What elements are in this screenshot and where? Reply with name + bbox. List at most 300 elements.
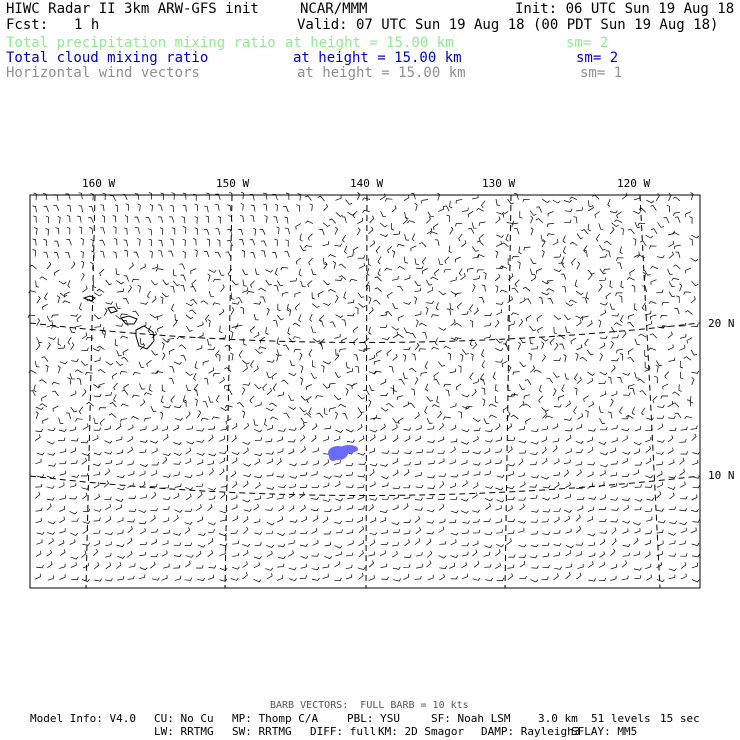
wind-barb [140,568,148,570]
wind-barb [673,265,680,269]
wind-barb [300,505,305,511]
wind-barb [35,492,40,499]
wind-barb [392,542,398,546]
wind-barb [530,495,537,499]
wind-barb [71,577,78,580]
lon-label-120w: 120 W [617,177,651,190]
wind-barb [564,315,570,320]
wind-barb [518,342,521,350]
wind-barb [220,551,226,556]
wind-barb [89,206,94,212]
wind-barb [461,240,466,247]
wind-barb [54,195,58,201]
wind-barb [612,223,619,227]
wind-barb [462,471,468,475]
wind-barb [204,251,209,257]
wind-barb [267,388,272,395]
wind-barb [197,578,204,581]
wind-barb [124,250,128,257]
wind-barb [99,383,105,388]
wind-barb [335,278,342,281]
wind-barb [634,575,641,578]
wind-barb [663,384,668,390]
wind-barb [416,564,422,568]
wind-barb [344,292,346,299]
wind-barb [347,253,353,257]
wind-barb [541,342,543,350]
wind-barb [254,519,260,523]
wind-barb [217,240,220,247]
wind-barb [263,204,267,211]
wind-barb [495,449,501,453]
wind-barb [489,404,497,407]
wind-barb [646,458,651,464]
wind-barb [272,373,277,379]
wind-barb [692,281,699,286]
wind-barb [213,373,220,376]
wind-barb [669,292,675,297]
wind-barb [616,293,623,296]
wind-barb [415,508,422,511]
wind-barb [334,521,341,524]
wind-barb [496,437,502,442]
wind-barb [117,475,124,478]
wind-barb [93,472,100,476]
wind-barb [93,549,97,556]
wind-barb [514,229,519,235]
wind-barb [215,204,219,210]
wind-barb [298,193,301,200]
wind-barb [415,472,421,476]
wind-barb-field [28,192,700,582]
wind-barb [439,458,445,463]
wind-barb [128,576,135,580]
wind-barb [622,474,629,477]
wind-barb [508,554,515,557]
wind-barb [82,458,87,464]
wind-barb [185,509,192,512]
wind-barb [150,204,153,211]
wind-barb [83,543,90,546]
wind-barb [243,365,248,372]
wind-barb [254,366,259,373]
wind-barb [43,252,48,258]
wind-barb [679,439,686,442]
wind-barb [305,221,313,224]
wind-barb [243,383,250,386]
wind-barb [59,495,65,499]
wind-barb [451,576,458,579]
wind-barb [542,498,549,500]
wind-barb [134,217,139,223]
wind-barb [427,287,432,293]
wind-barb [610,227,614,234]
wind-barb [71,438,78,441]
wind-barb [282,292,288,296]
wind-barb [542,199,549,202]
wind-barb [277,448,283,453]
wind-barb [404,555,411,558]
wind-barb [206,216,209,223]
cloud-blob [328,445,358,461]
wind-barb [508,519,515,522]
wind-barb [447,215,450,222]
wind-barb [462,574,468,579]
wind-barb [225,405,232,408]
wind-barb [538,327,543,333]
wind-barb [175,484,181,488]
wind-barb [150,441,158,443]
wind-barb [562,384,565,392]
wind-barb [227,241,233,247]
wind-barb [120,372,127,375]
wind-barb [342,320,346,326]
wind-barb [123,349,128,355]
wind-barb [668,401,673,407]
wind-barb [313,540,319,545]
wind-barb [473,284,476,292]
wind-barb [427,509,435,512]
wind-barb [495,563,500,569]
wind-barb [162,485,169,488]
wind-barb [335,372,341,377]
wind-barb [489,415,497,418]
wind-barb [355,307,358,314]
wind-barb [554,358,561,361]
wind-barb [267,494,273,498]
wind-barb [669,507,676,510]
wind-barb [554,254,561,257]
wind-barb [623,452,631,455]
wind-barb [473,482,478,488]
wind-barb [531,510,538,513]
wind-barb [105,504,110,510]
wind-barb [369,504,374,511]
wind-barb [575,280,578,287]
wind-barb [359,436,364,442]
wind-barb [267,459,273,464]
wind-barb [133,373,140,376]
wind-barb [600,470,605,476]
wind-barb [675,252,680,258]
wind-barb [599,442,607,444]
wind-barb [232,567,240,569]
wind-barb [422,333,427,339]
wind-barb [285,240,288,247]
wind-barb [554,508,561,511]
wind-barb [35,484,42,487]
wind-barb [497,212,505,214]
wind-barb [36,343,40,350]
wind-barb [97,346,104,350]
wind-barb [495,460,501,464]
wind-barb [370,498,377,501]
wind-barb [633,211,641,214]
wind-barb [385,199,392,202]
wind-barb [496,199,500,205]
wind-barb [507,538,512,545]
wind-barb [668,241,673,247]
wind-barb [403,485,410,488]
wind-barb [622,416,629,419]
wind-barb [48,337,56,339]
wind-barb [403,372,407,378]
wind-barb [57,296,59,303]
wind-barb [588,447,593,453]
wind-barb [346,553,353,556]
wind-barb [380,517,386,522]
wind-barb [70,539,75,545]
wind-barb [104,497,111,500]
wind-barb [474,471,480,475]
wind-barb [335,295,338,303]
field-precip-height: at height = 15.00 km [285,35,454,51]
wind-barb [170,239,173,246]
wind-barb [622,498,629,501]
wind-barb [531,475,538,478]
wind-barb [128,471,134,476]
wind-barb [689,217,692,224]
wind-barb [117,350,122,356]
wind-barb [168,251,173,257]
wind-barb [620,246,623,254]
wind-barb [519,576,526,579]
wind-barb [646,200,654,203]
wind-barb [576,526,580,533]
wind-barb [456,223,463,226]
wind-barb [300,575,307,578]
wind-barb [213,303,220,306]
wind-barb [276,354,279,362]
wind-barb [577,470,582,476]
wind-barb [691,258,698,261]
wind-barb [289,567,296,569]
wind-barb [378,268,380,275]
island-maui [121,316,137,324]
wind-barb [470,320,473,327]
wind-barb [541,426,547,430]
wind-barb [520,561,525,567]
wind-barb [221,285,225,292]
wind-barb [266,452,273,455]
wind-barb [216,350,220,357]
wind-barb [422,268,427,274]
wind-barb [125,216,128,223]
wind-barb [565,326,570,332]
wind-barb [600,539,605,545]
wind-barb [34,385,37,392]
wind-barb [231,578,239,580]
wind-barb [482,361,485,369]
wind-barb [649,246,656,249]
wind-barb [508,447,513,454]
wind-barb [231,530,238,533]
wind-barb [59,429,66,432]
wind-barb [358,453,366,455]
wind-barb [482,399,485,406]
wind-barb [150,484,157,487]
wind-barb [667,205,670,212]
wind-barb [565,494,571,499]
wind-barb [405,436,410,442]
wind-barb [278,485,285,488]
wind-barb [201,301,208,305]
wind-barb [162,551,167,557]
wind-barb [369,297,371,305]
wind-barb [541,337,548,341]
wind-barb [431,315,438,318]
wind-barb [357,411,361,418]
wind-barb [495,384,498,391]
wind-barb [144,393,152,395]
wind-barb [220,469,225,476]
wind-barb [531,531,538,534]
wind-barb [472,550,477,557]
wind-barb [115,339,118,346]
wind-barb [451,291,458,294]
wind-barb [409,368,416,372]
wind-barb [439,541,446,544]
wind-barb [192,280,197,287]
wind-barb [77,315,81,322]
wind-barb [116,461,122,465]
wind-barb [190,287,196,292]
wind-barb [530,580,538,582]
wind-barb [290,360,295,366]
wind-barb [495,251,497,258]
wind-barb [277,533,285,535]
wind-barb [43,419,49,424]
wind-barb [612,438,618,443]
wind-barb [610,399,613,407]
field-cloud-name: Total cloud mixing ratio [6,50,209,66]
wind-barb [426,449,433,452]
wind-barb [566,401,571,407]
wind-barb [656,452,664,455]
wind-barb [485,429,492,432]
wind-barb [94,518,101,522]
wind-barb [576,573,581,579]
wind-barb [650,334,657,338]
wind-barb [195,399,198,406]
wind-barb [541,407,548,411]
wind-barb [121,419,128,423]
wind-barb [286,193,289,200]
wind-barb [277,475,284,478]
wind-barb [425,361,428,369]
wind-barb [301,556,309,558]
wind-barb [52,382,60,384]
wind-barb [588,472,594,477]
wind-barb [431,277,439,280]
wind-barb [576,543,583,546]
wind-barb [450,447,455,453]
wind-barb [243,481,248,488]
wind-barb [208,529,215,533]
wind-barb [196,551,201,557]
wind-barb [566,572,571,579]
wind-barb [645,437,651,442]
wind-barb [116,303,121,309]
wind-barb [329,219,336,224]
wind-barb [485,532,492,535]
wind-barb [433,224,438,230]
wind-barb [242,360,249,364]
wind-barb [621,315,624,323]
wind-barb [232,553,239,557]
wind-barb [106,460,112,464]
wind-barb [496,505,502,510]
wind-barb [209,270,217,273]
wind-barb [582,230,589,235]
wind-barb [255,437,262,440]
wind-barb [382,483,388,487]
wind-barb [70,496,77,499]
wind-barb [621,228,624,235]
wind-barb [554,517,559,523]
wind-barb [197,460,203,465]
wind-barb [83,509,90,512]
wind-barb [668,460,674,465]
wind-barb [507,565,514,569]
wind-barb [300,472,307,476]
wind-barb [438,451,445,454]
wind-barb [317,413,324,418]
wind-barb [58,338,61,345]
wind-barb [542,565,549,568]
wind-barb [634,442,642,445]
wind-barb [461,511,469,514]
wind-barb [187,442,195,444]
wind-barb [152,462,159,465]
wind-barb [611,461,618,464]
wind-barb [206,193,209,200]
wind-barb [81,440,88,443]
wind-barb [668,269,673,275]
wind-barb [100,205,104,211]
wind-barb [139,471,145,476]
wind-barb [645,311,651,315]
wind-barb [293,323,300,326]
wind-barb [59,418,64,424]
wind-barb [447,309,451,315]
wind-barb [427,561,431,568]
wind-barb [138,204,141,211]
wind-barb [163,405,170,408]
wind-barb [261,241,266,247]
wind-barb [471,354,474,361]
wind-barb [357,192,359,200]
wind-barb [129,509,136,512]
wind-barb [171,304,173,312]
wind-barb [163,475,170,478]
wind-barb [530,326,536,331]
wind-barb [139,510,146,512]
wind-barb [219,270,224,276]
wind-barb [162,575,168,580]
wind-barb [127,551,132,557]
wind-barb [485,460,491,465]
wind-barb [428,486,435,489]
wind-barb [128,425,133,431]
wind-barb [584,396,589,402]
wind-barb [388,292,393,298]
wind-barb [71,460,78,464]
wind-barb [60,361,67,363]
wind-barb [81,261,84,268]
wind-barb [576,353,579,361]
wind-barb [152,296,156,303]
